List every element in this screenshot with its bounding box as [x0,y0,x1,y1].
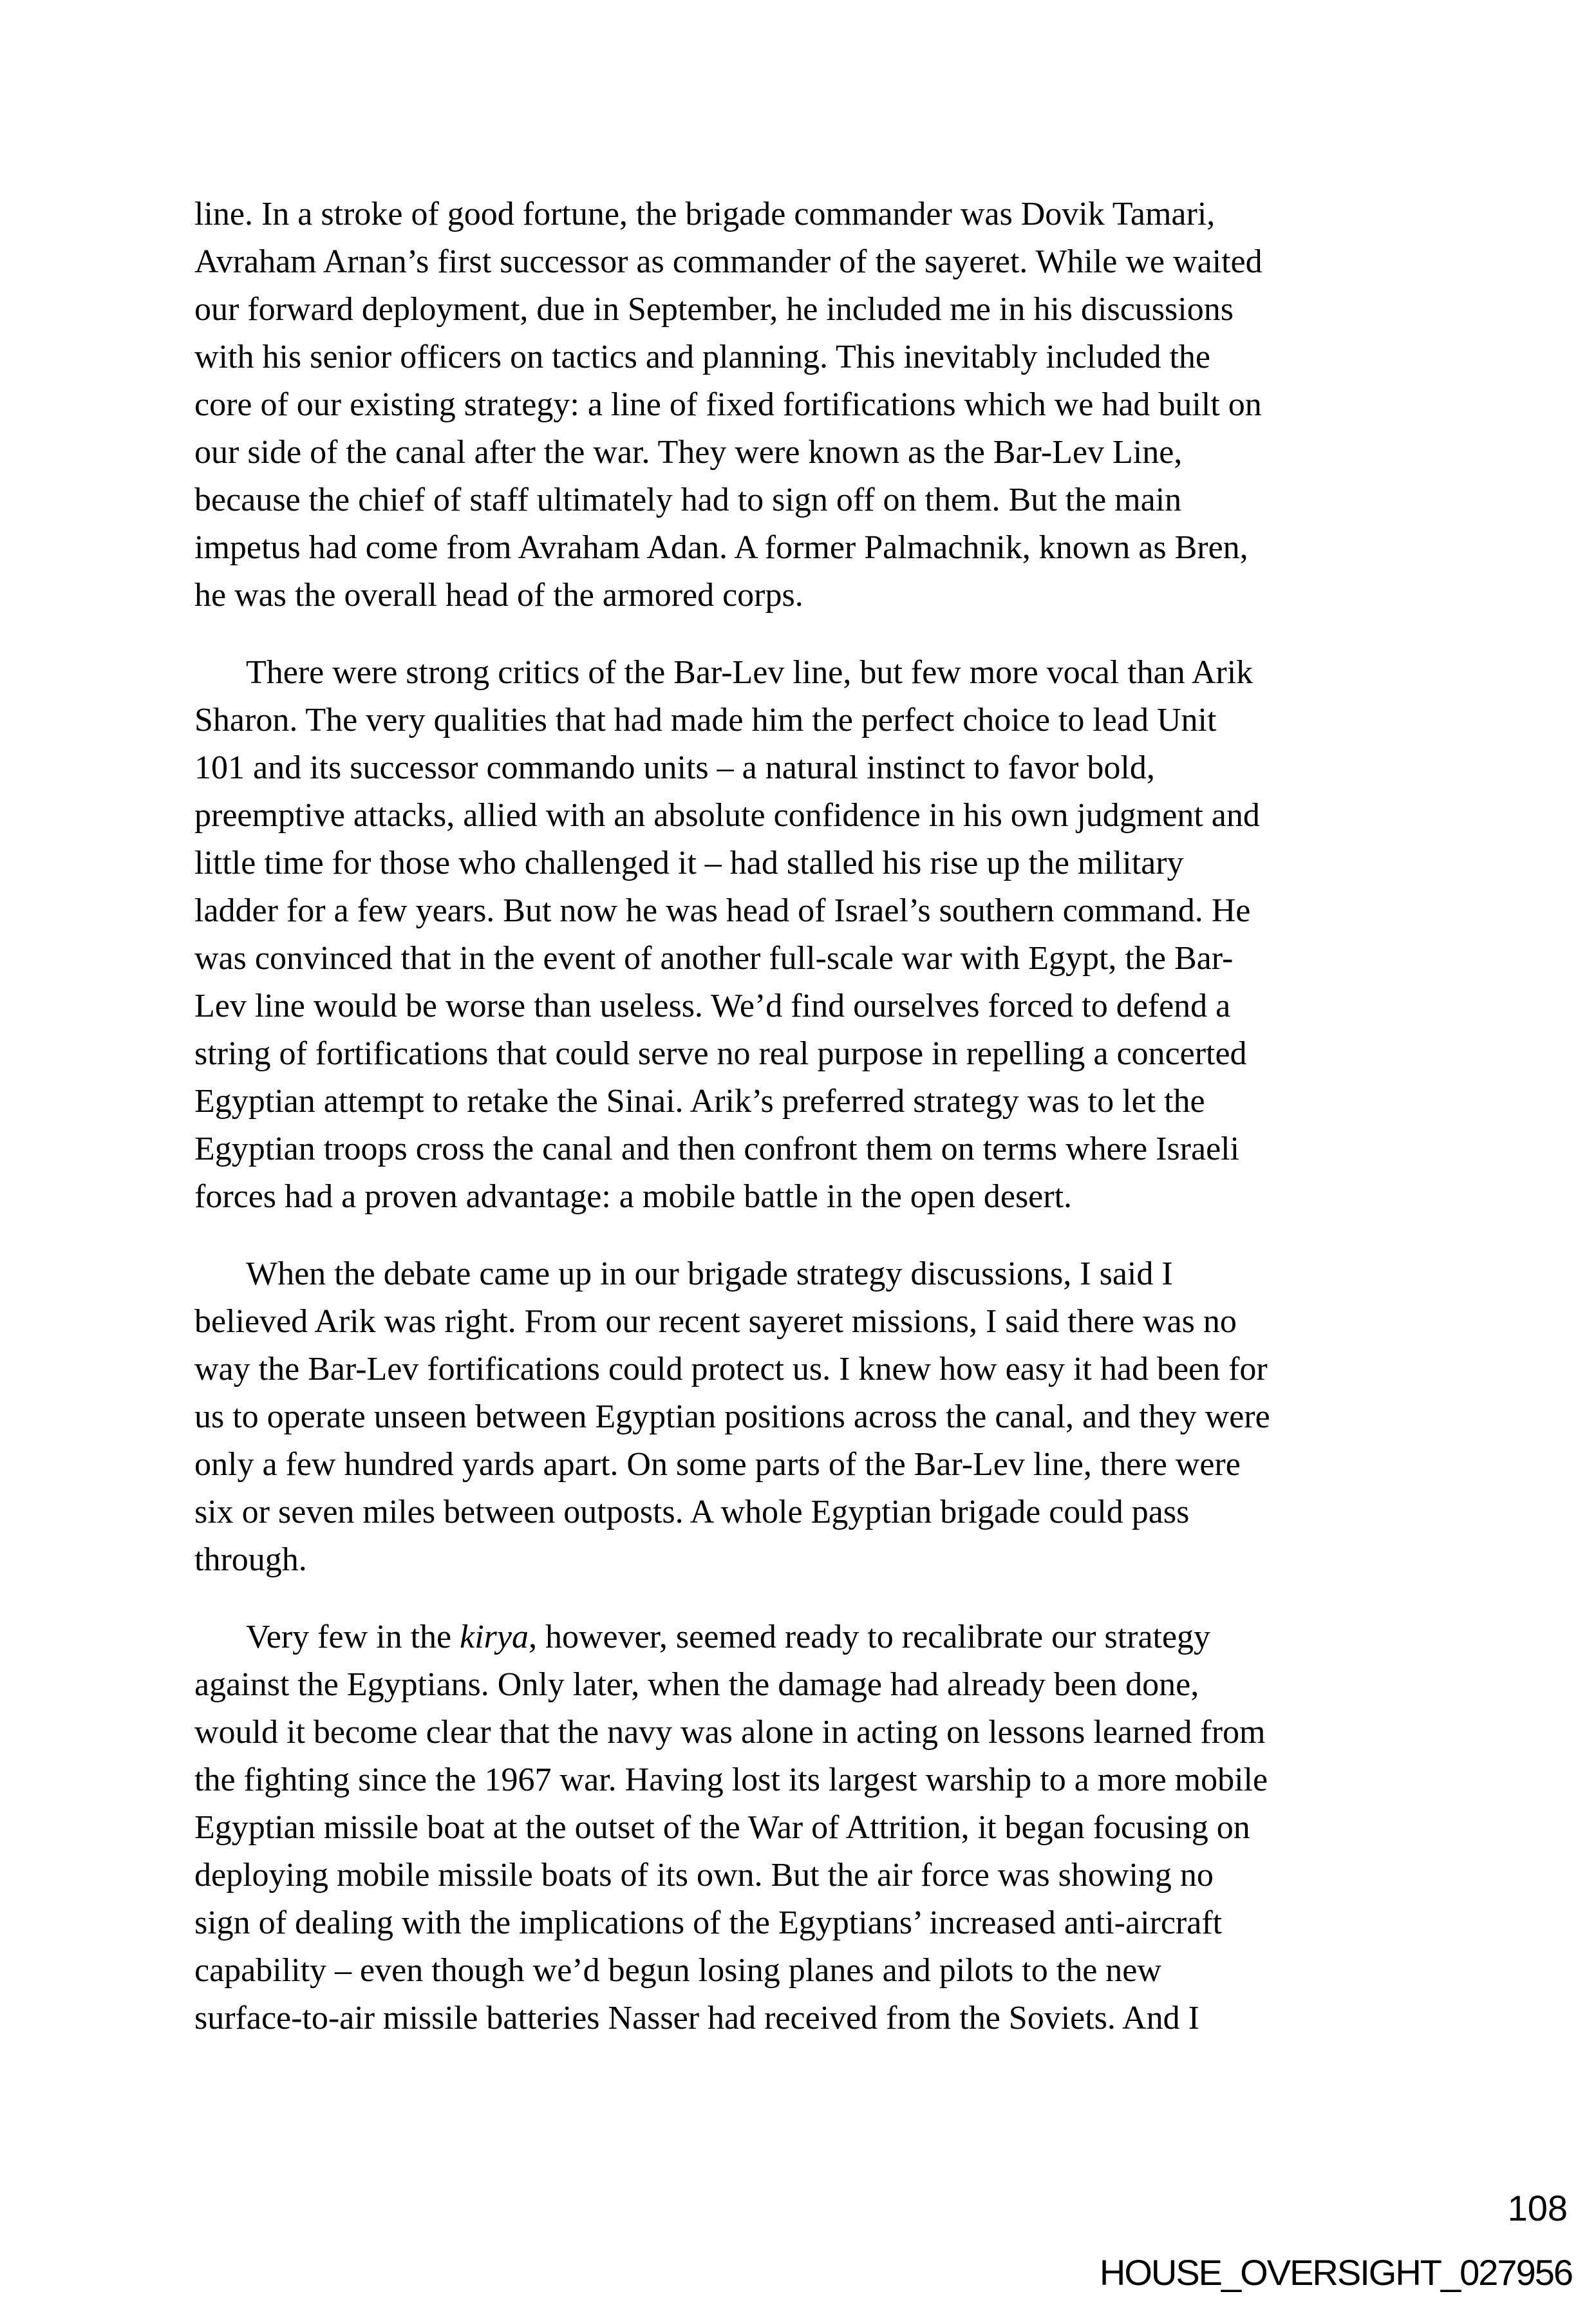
text-line [194,1995,1414,2042]
paragraph [194,649,1414,1221]
text-line [194,1536,1414,1584]
text-segment: sign of dealing with the implications of the Egyptians’ increased anti-aircraft [194,1904,1223,1941]
text-line [194,1756,1414,1804]
text-line [194,744,1414,792]
text-line [194,1947,1414,1995]
text-segment: deploying mobile missile boats of its own. But the air force was showing no [194,1857,1214,1894]
text-line [194,1078,1414,1125]
text-line [194,1393,1414,1441]
text-segment: forces had a proven advantage: a mobile battle in the open desert. [194,1178,1073,1215]
text-line [194,1298,1414,1346]
text-segment: would it become clear that the navy was alone in acting on lessons learned from [194,1714,1266,1751]
paragraph [194,191,1414,619]
text-segment: believed Arik was right. From our recent sayeret missions, I said there was no [194,1303,1237,1340]
text-line [194,429,1414,476]
text-line [194,1661,1414,1709]
text-line [194,1125,1414,1173]
paragraph [194,1613,1414,2042]
text-line [194,1613,1414,1661]
text-segment: capability – even though we’d begun losing planes and pilots to the new [194,1952,1161,1989]
text-line [194,334,1414,381]
text-line [194,1346,1414,1393]
text-line [194,887,1414,935]
text-line [194,1852,1414,1899]
text-line [194,792,1414,840]
text-segment: There were strong critics of the Bar-Lev line, but few more vocal than Arik [246,654,1253,691]
text-segment: Egyptian troops cross the canal and then confront them on terms where Israeli [194,1131,1240,1167]
page-number: 108 [1507,2188,1568,2228]
text-line [194,381,1414,429]
text-segment: Avraham Arnan’s first successor as commander of the sayeret. While we waited [194,243,1263,280]
text-line [194,1173,1414,1221]
text-segment: , however, seemed ready to recalibrate our strategy [528,1619,1211,1655]
text-segment: he was the overall head of the armored corps. [194,577,803,614]
text-line [194,476,1414,524]
text-line [194,935,1414,982]
text-line [194,238,1414,286]
text-line [194,1709,1414,1756]
text-line [194,191,1414,238]
text-line [194,649,1414,697]
paragraph [194,1250,1414,1584]
text-segment: the fighting since the 1967 war. Having lost its largest warship to a more mobile [194,1762,1268,1798]
text-segment: Sharon. The very qualities that had made him the perfect choice to lead Unit [194,702,1217,738]
text-line [194,982,1414,1030]
text-line [194,840,1414,887]
italic-text: kirya [460,1619,529,1655]
text-line [194,286,1414,334]
text-line [194,1030,1414,1078]
text-segment: our forward deployment, due in September, he included me in his discussions [194,291,1234,328]
text-segment: because the chief of staff ultimately had to sign off on them. But the main [194,482,1182,518]
text-segment: Egyptian attempt to retake the Sinai. Arik’s preferred strategy was to let the [194,1083,1205,1120]
text-line [194,1250,1414,1298]
text-segment: 101 and its successor commando units – a natural instinct to favor bold, [194,749,1155,786]
text-segment: against the Egyptians. Only later, when the damage had already been done, [194,1666,1199,1703]
text-segment: with his senior officers on tactics and planning. This inevitably included the [194,339,1210,375]
body-text [194,191,1414,2042]
text-line [194,1899,1414,1947]
text-line [194,1804,1414,1852]
text-line [194,1441,1414,1489]
text-segment: was convinced that in the event of another full-scale war with Egypt, the Bar- [194,940,1234,977]
text-segment: core of our existing strategy: a line of fixed fortifications which we had built on [194,386,1262,423]
text-segment: ladder for a few years. But now he was head of Israel’s southern command. He [194,892,1251,929]
text-segment: way the Bar-Lev fortifications could protect us. I knew how easy it had been for [194,1351,1268,1387]
text-segment: preemptive attacks, allied with an absolute confidence in his own judgment and [194,797,1260,834]
text-segment: When the debate came up in our brigade strategy discussions, I said I [246,1255,1173,1292]
text-segment: Very few in the [246,1619,460,1655]
text-segment: us to operate unseen between Egyptian positions across the canal, and they were [194,1398,1270,1435]
text-segment: Egyptian missile boat at the outset of the War of Attrition, it began focusing on [194,1809,1250,1846]
bates-stamp: HOUSE_OVERSIGHT_027956 [1099,2252,1572,2293]
text-segment: Lev line would be worse than useless. We’d find ourselves forced to defend a [194,988,1231,1024]
text-segment: string of fortifications that could serve no real purpose in repelling a concerted [194,1035,1247,1072]
text-segment: through. [194,1541,307,1578]
text-segment: six or seven miles between outposts. A whole Egyptian brigade could pass [194,1494,1190,1530]
text-segment: impetus had come from Avraham Adan. A former Palmachnik, known as Bren, [194,529,1248,566]
text-segment: only a few hundred yards apart. On some parts of the Bar-Lev line, there were [194,1446,1241,1483]
text-segment: surface-to-air missile batteries Nasser had received from the Soviets. And I [194,2000,1199,2036]
text-line [194,1489,1414,1536]
text-segment: line. In a stroke of good fortune, the brigade commander was Dovik Tamari, [194,196,1216,232]
text-line [194,697,1414,744]
text-segment: little time for those who challenged it – had stalled his rise up the military [194,845,1184,881]
text-line [194,572,1414,619]
text-line [194,524,1414,572]
text-segment: our side of the canal after the war. They were known as the Bar-Lev Line, [194,434,1183,471]
